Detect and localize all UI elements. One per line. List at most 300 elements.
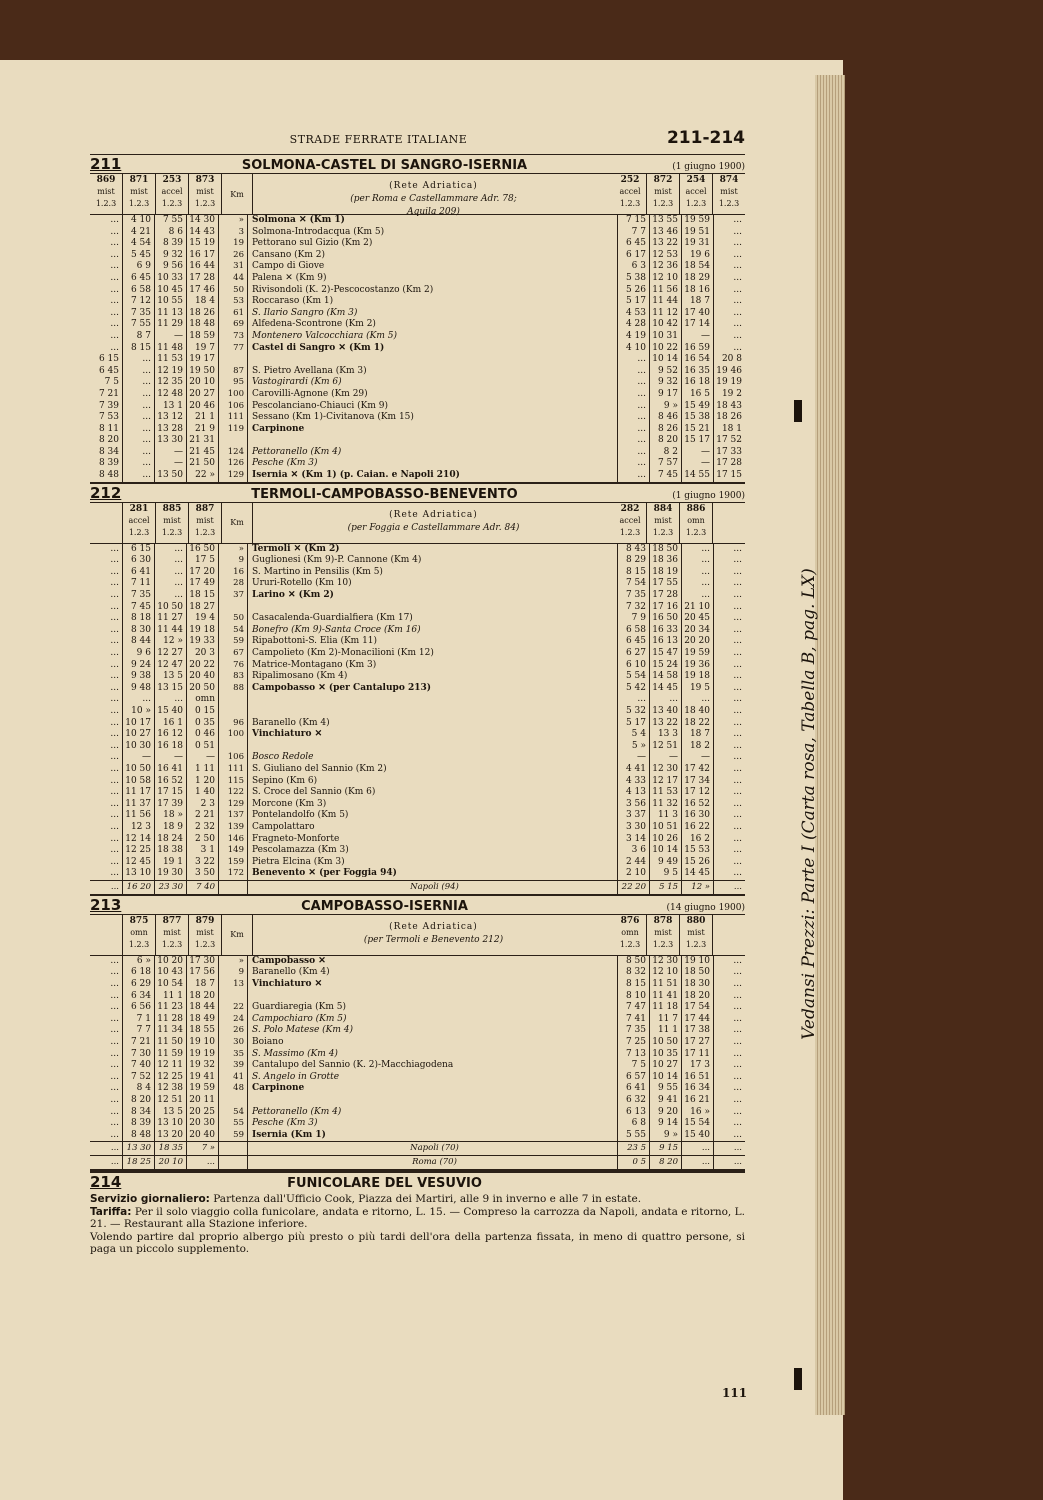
time-cell: ...: [110, 215, 119, 225]
time-cell: 8 44: [122, 636, 154, 648]
time-cell: 10 27: [649, 1060, 681, 1072]
km-cell: 50: [218, 285, 248, 297]
time-cell: ...: [617, 470, 649, 482]
station-name: S. Angelo in Grotte: [252, 1071, 340, 1082]
time-cell: 8 15: [617, 979, 649, 991]
supplement-text: Volendo partire dal proprio albergo più presto o più tardi dell'ora della partenza fissata, in meno di quattro persone, si paga un piccolo supplemento.: [90, 1230, 745, 1256]
time-cell: 10 55: [154, 296, 186, 308]
time-cell: 0 35: [186, 718, 218, 730]
time-cell: 6 45: [617, 238, 649, 250]
time-cell: 19 59: [681, 215, 713, 227]
time-cell: 19 30: [154, 868, 186, 880]
time-cell: 9 14: [649, 1118, 681, 1130]
station-name: [248, 602, 617, 614]
time-cell: ...: [713, 578, 745, 590]
km-cell: 100: [218, 729, 248, 741]
timetable-row: [90, 602, 745, 614]
time-cell: 17 46: [186, 285, 218, 297]
km-cell: 67: [218, 648, 248, 660]
time-cell: ...: [713, 296, 745, 308]
time-cell: 21 45: [186, 447, 218, 459]
time-cell: ...: [713, 671, 745, 683]
time-cell: 9 52: [649, 366, 681, 378]
time-cell: 4 21: [122, 227, 154, 239]
time-cell: 1 20: [186, 776, 218, 788]
line-note: (Rete Adriatica) (per Roma e Castellammare Adr. 78; Aquila 209): [350, 181, 517, 217]
time-cell: 20 3: [186, 648, 218, 660]
km-cell: 26: [218, 1025, 248, 1037]
timetable-row: [90, 810, 745, 822]
time-cell: ...: [154, 590, 186, 602]
time-cell: ...: [617, 458, 649, 470]
station-name: Cantalupo del Sannio (K. 2)-Macchiagodena: [252, 1060, 454, 1071]
station-name: [248, 694, 617, 706]
section-name: SOLMONA-CASTEL DI SANGRO-ISERNIA: [241, 158, 528, 173]
time-cell: 10 50: [122, 764, 154, 776]
timetable-row: [90, 787, 745, 799]
time-cell: ...: [110, 1037, 119, 1048]
timetable-row: [90, 215, 745, 227]
time-cell: 18 27: [186, 602, 218, 614]
time-cell: —: [154, 752, 186, 764]
time-cell: 15 17: [681, 435, 713, 447]
station-name: S. Giuliano del Sannio (Km 2): [252, 763, 387, 774]
station-name: Solmona ✕ (Km 1): [252, 215, 345, 225]
time-cell: 11 59: [154, 1049, 186, 1061]
service-text: Partenza dall'Ufficio Cook, Piazza dei Martiri, alle 9 in inverno e alle 7 in estate.: [209, 1193, 642, 1206]
time-cell: 10 51: [649, 822, 681, 834]
time-cell: 6 8: [617, 1118, 649, 1130]
train-column-head: 878 mist 1.2.3: [646, 915, 679, 955]
time-cell: 6 27: [617, 648, 649, 660]
station-name: Solmona-Introdacqua (Km 5): [252, 226, 385, 237]
time-cell: ...: [713, 822, 745, 834]
time-cell: ...: [110, 775, 119, 786]
time-cell: 12 »: [681, 881, 713, 894]
station-name: [248, 354, 617, 366]
time-cell: 10 58: [122, 776, 154, 788]
time-cell: 8 39: [154, 238, 186, 250]
time-cell: 18 30: [681, 979, 713, 991]
time-cell: 12 27: [154, 648, 186, 660]
time-cell: 4 54: [122, 238, 154, 250]
time-cell: 16 13: [649, 636, 681, 648]
timetable-row: [90, 590, 745, 602]
timetable-row: [90, 979, 745, 991]
time-cell: ...: [110, 821, 119, 832]
km-cell: 126: [218, 458, 248, 470]
timetable-row: [90, 1130, 745, 1142]
timetable-row: [90, 238, 745, 250]
km-cell: 16: [218, 567, 248, 579]
station-name: S. Polo Matese (Km 4): [252, 1025, 354, 1036]
timetable-row: [90, 285, 745, 297]
timetable-row: [90, 956, 745, 968]
time-cell: 15 24: [649, 660, 681, 672]
time-cell: 11 27: [154, 613, 186, 625]
km-cell: 39: [218, 1060, 248, 1072]
time-cell: 12 10: [649, 967, 681, 979]
time-cell: 19 46: [713, 366, 745, 378]
time-cell: 18 50: [681, 967, 713, 979]
station-name: [248, 1095, 617, 1107]
time-cell: 14 55: [681, 470, 713, 482]
time-cell: ...: [713, 1072, 745, 1084]
time-cell: 16 34: [681, 1083, 713, 1095]
time-cell: ...: [122, 354, 154, 366]
time-cell: ...: [713, 636, 745, 648]
time-cell: 21 50: [186, 458, 218, 470]
time-cell: 6 15: [98, 354, 119, 365]
time-cell: 7 35: [122, 590, 154, 602]
time-cell: 16 18: [681, 377, 713, 389]
time-cell: 5 4: [617, 729, 649, 741]
time-cell: 12 53: [649, 250, 681, 262]
time-cell: 0 15: [186, 706, 218, 718]
time-cell: 17 14: [681, 319, 713, 331]
station-name: Alfedena-Scontrone (Km 2): [252, 319, 376, 330]
km-cell: [218, 435, 248, 447]
time-cell: 21 9: [186, 424, 218, 436]
station-name: Pesche (Km 3): [252, 458, 318, 469]
time-cell: ...: [617, 354, 649, 366]
time-cell: 5 26: [617, 285, 649, 297]
time-cell: ...: [713, 273, 745, 285]
time-cell: 8 10: [617, 991, 649, 1003]
km-cell: 69: [218, 319, 248, 331]
service-label: Servizio giornaliero:: [90, 1193, 210, 1206]
time-cell: 17 54: [681, 1002, 713, 1014]
time-cell: 7 35: [617, 1025, 649, 1037]
km-cell: 129: [218, 470, 248, 482]
time-cell: 19 41: [186, 1072, 218, 1084]
time-cell: ...: [122, 377, 154, 389]
time-cell: ...: [110, 1095, 119, 1105]
timetable-row: [90, 343, 745, 355]
time-cell: 17 15: [713, 470, 745, 482]
time-cell: ...: [122, 366, 154, 378]
time-cell: ...: [713, 308, 745, 320]
time-cell: 9 56: [154, 261, 186, 273]
time-cell: ...: [110, 1157, 119, 1168]
time-cell: 18 49: [186, 1014, 218, 1026]
time-cell: 13 30: [122, 1142, 154, 1155]
distance-head: Km: [221, 503, 253, 543]
time-cell: ...: [110, 1118, 119, 1129]
station-name: Montenero Valcocchiara (Km 5): [252, 330, 397, 341]
km-cell: 96: [218, 718, 248, 730]
time-cell: ...: [110, 752, 119, 763]
time-cell: 10 30: [122, 741, 154, 753]
km-cell: 88: [218, 683, 248, 695]
section-date: (1 giugno 1900): [672, 162, 745, 172]
time-cell: ...: [681, 1142, 713, 1155]
time-cell: 19 2: [713, 389, 745, 401]
time-cell: 10 31: [649, 331, 681, 343]
time-cell: ...: [617, 424, 649, 436]
distance-head: Km: [221, 174, 253, 214]
time-cell: 18 »: [154, 810, 186, 822]
train-column-head: 884 mist 1.2.3: [646, 503, 679, 543]
station-name: Guardiaregia (Km 5): [252, 1002, 347, 1013]
km-cell: [218, 694, 248, 706]
time-cell: 16 22: [681, 822, 713, 834]
time-cell: 9 20: [649, 1107, 681, 1119]
station-name: Roccaraso (Km 1): [252, 296, 334, 307]
time-cell: 19 17: [186, 354, 218, 366]
time-cell: 20 40: [186, 671, 218, 683]
time-cell: 18 59: [186, 331, 218, 343]
time-cell: 16 »: [681, 1107, 713, 1119]
funicular-text: [90, 1193, 745, 1256]
station-name: S. Pietro Avellana (Km 3): [252, 365, 367, 376]
time-cell: 5 42: [617, 683, 649, 695]
time-cell: ...: [154, 694, 186, 706]
time-cell: 16 59: [681, 343, 713, 355]
station-name: Isernia (Km 1): [252, 1129, 326, 1140]
time-cell: 18 29: [681, 273, 713, 285]
time-cell: 8 43: [617, 544, 649, 556]
station-name: Cansano (Km 2): [252, 249, 325, 260]
time-cell: 7 45: [122, 602, 154, 614]
time-cell: 19 10: [681, 956, 713, 968]
time-cell: 12 14: [122, 834, 154, 846]
time-cell: ...: [713, 625, 745, 637]
km-cell: 106: [218, 752, 248, 764]
time-cell: ...: [681, 567, 713, 579]
fare-text: Per il solo viaggio colla funicolare, andata e ritorno, L. 15. — Compreso la carrozza da Napoli, andata e ritorno, L. 21. — Restaurant alla Stazione inferiore.: [90, 1205, 745, 1231]
station-name: Campochiaro (Km 5): [252, 1013, 347, 1024]
time-cell: 7 53: [98, 412, 119, 423]
station-name: Campo di Giove: [252, 261, 325, 272]
time-cell: ...: [122, 458, 154, 470]
km-cell: 139: [218, 822, 248, 834]
time-cell: 6 15: [122, 544, 154, 556]
time-cell: 6 30: [122, 555, 154, 567]
time-cell: ...: [110, 249, 119, 260]
time-cell: 3 50: [186, 868, 218, 880]
time-cell: ...: [617, 435, 649, 447]
time-cell: 12 45: [122, 857, 154, 869]
time-cell: 5 45: [122, 250, 154, 262]
station-name: Baranello (Km 4): [252, 967, 330, 978]
timetable-row: [90, 447, 745, 459]
time-cell: 18 7: [681, 729, 713, 741]
time-cell: ...: [713, 967, 745, 979]
time-cell: 18 20: [186, 991, 218, 1003]
time-cell: 20 20: [681, 636, 713, 648]
time-cell: 8 26: [649, 424, 681, 436]
time-cell: 7 35: [122, 308, 154, 320]
time-cell: 20 45: [681, 613, 713, 625]
time-cell: 17 40: [681, 308, 713, 320]
time-cell: 16 20: [122, 881, 154, 894]
time-cell: ...: [713, 590, 745, 602]
time-cell: 21 1: [186, 412, 218, 424]
time-cell: ...: [110, 624, 119, 635]
time-cell: 11 50: [154, 1037, 186, 1049]
station-name: Carpinone: [252, 423, 305, 434]
time-cell: 15 49: [681, 401, 713, 413]
time-cell: 19 50: [186, 366, 218, 378]
time-cell: 8 20: [649, 1156, 681, 1169]
time-cell: 18 36: [649, 555, 681, 567]
time-cell: ...: [110, 659, 119, 670]
time-cell: 18 26: [186, 308, 218, 320]
time-cell: 17 42: [681, 764, 713, 776]
time-cell: 8 30: [122, 625, 154, 637]
time-cell: 12 3: [122, 822, 154, 834]
km-cell: 13: [218, 979, 248, 991]
km-cell: 129: [218, 799, 248, 811]
time-cell: 8 39: [122, 1118, 154, 1130]
timetable-row: [90, 1083, 745, 1095]
station-name: Rivisondoli (K. 2)-Pescocostanzo (Km 2): [252, 284, 434, 295]
time-cell: ...: [110, 613, 119, 624]
timetable-row: [90, 331, 745, 343]
station-name: [248, 706, 617, 718]
timetable-row: [90, 412, 745, 424]
time-cell: ...: [713, 776, 745, 788]
timetable-row: [90, 764, 745, 776]
time-cell: ...: [110, 798, 119, 809]
time-cell: 12 30: [649, 764, 681, 776]
time-cell: ...: [110, 729, 119, 740]
time-cell: 17 28: [713, 458, 745, 470]
time-cell: 7 54: [617, 578, 649, 590]
time-cell: 12 51: [649, 741, 681, 753]
time-cell: 18 7: [186, 979, 218, 991]
train-column-head: 871 mist 1.2.3: [122, 174, 155, 214]
time-cell: 16 52: [154, 776, 186, 788]
time-cell: 6 58: [122, 285, 154, 297]
time-cell: ...: [713, 799, 745, 811]
time-cell: ...: [713, 1037, 745, 1049]
km-cell: 111: [218, 764, 248, 776]
section-number: 213: [90, 895, 122, 914]
time-cell: ...: [713, 881, 745, 894]
train-header: [90, 502, 745, 544]
time-cell: 9 41: [649, 1095, 681, 1107]
line-note: (Rete Adriatica) (per Termoli e Benevento 212): [363, 921, 504, 945]
timetable-row: [90, 227, 745, 239]
time-cell: 9 »: [649, 401, 681, 413]
time-cell: —: [617, 752, 649, 764]
time-cell: 15 38: [681, 412, 713, 424]
time-cell: 19 31: [681, 238, 713, 250]
time-cell: ...: [617, 447, 649, 459]
km-cell: »: [218, 544, 248, 556]
time-cell: ...: [110, 590, 119, 601]
time-cell: 11 53: [154, 354, 186, 366]
time-cell: 15 26: [681, 857, 713, 869]
station-name: Bonefro (Km 9)-Santa Croce (Km 16): [252, 624, 421, 635]
km-cell: 137: [218, 810, 248, 822]
time-cell: 11 13: [154, 308, 186, 320]
time-cell: ...: [110, 601, 119, 612]
time-cell: 8 34: [122, 1107, 154, 1119]
time-cell: ...: [649, 694, 681, 706]
connection-row: [90, 880, 745, 894]
km-cell: 111: [218, 412, 248, 424]
time-cell: 4 10: [122, 215, 154, 227]
train-column-head: [90, 915, 122, 955]
time-cell: 8 46: [649, 412, 681, 424]
time-cell: 10 54: [154, 979, 186, 991]
section-date: (1 giugno 1900): [672, 490, 745, 501]
time-cell: 3 56: [617, 799, 649, 811]
time-cell: 9 32: [649, 377, 681, 389]
time-cell: ...: [110, 810, 119, 821]
time-cell: 2 21: [186, 810, 218, 822]
time-cell: 11 1: [649, 1025, 681, 1037]
time-cell: 11 44: [649, 296, 681, 308]
station-name: Castel di Sangro ✕ (Km 1): [252, 342, 385, 353]
km-cell: 76: [218, 660, 248, 672]
time-cell: 5 38: [617, 273, 649, 285]
time-cell: 20 11: [186, 1095, 218, 1107]
time-cell: ...: [154, 555, 186, 567]
time-cell: 13 55: [649, 215, 681, 227]
timetable-row: [90, 834, 745, 846]
running-header: [90, 128, 745, 155]
time-cell: 8 29: [617, 555, 649, 567]
time-cell: 22 »: [186, 470, 218, 482]
time-cell: ...: [681, 555, 713, 567]
time-cell: 10 42: [649, 319, 681, 331]
time-cell: 9 5: [649, 868, 681, 880]
time-cell: 6 9: [122, 261, 154, 273]
time-cell: ...: [110, 636, 119, 647]
station-name: Pescolamazza (Km 3): [252, 845, 349, 856]
km-cell: 30: [218, 1037, 248, 1049]
time-cell: 13 10: [122, 868, 154, 880]
time-cell: 3 1: [186, 845, 218, 857]
time-cell: omn: [186, 694, 218, 706]
time-cell: 14 58: [649, 671, 681, 683]
time-cell: 16 51: [681, 1072, 713, 1084]
time-cell: —: [154, 458, 186, 470]
time-cell: ...: [713, 1014, 745, 1026]
station-name: Campolieto (Km 2)-Monacilioni (Km 12): [252, 648, 434, 658]
time-cell: ...: [110, 330, 119, 341]
time-cell: 11 37: [122, 799, 154, 811]
timetable-row: [90, 636, 745, 648]
time-cell: 19 4: [186, 613, 218, 625]
time-cell: 12 25: [154, 1072, 186, 1084]
time-cell: 19 5: [681, 683, 713, 695]
station-name: Vinchiaturo ✕: [252, 979, 323, 990]
timetable-row: [90, 1025, 745, 1037]
train-column-head: 254 accel 1.2.3: [679, 174, 712, 214]
time-cell: 17 38: [681, 1025, 713, 1037]
time-cell: 7 11: [122, 578, 154, 590]
timetable-row: [90, 845, 745, 857]
time-cell: 10 45: [154, 285, 186, 297]
time-cell: ...: [713, 660, 745, 672]
km-cell: 83: [218, 671, 248, 683]
time-cell: 6 10: [617, 660, 649, 672]
time-cell: ...: [110, 319, 119, 330]
time-cell: ...: [122, 447, 154, 459]
time-cell: 19 18: [186, 625, 218, 637]
time-cell: ...: [681, 578, 713, 590]
time-cell: ...: [110, 682, 119, 693]
time-cell: 7 35: [617, 590, 649, 602]
time-cell: 7 41: [617, 1014, 649, 1026]
fare-label: Tariffa:: [90, 1205, 132, 1218]
time-cell: 13 22: [649, 718, 681, 730]
